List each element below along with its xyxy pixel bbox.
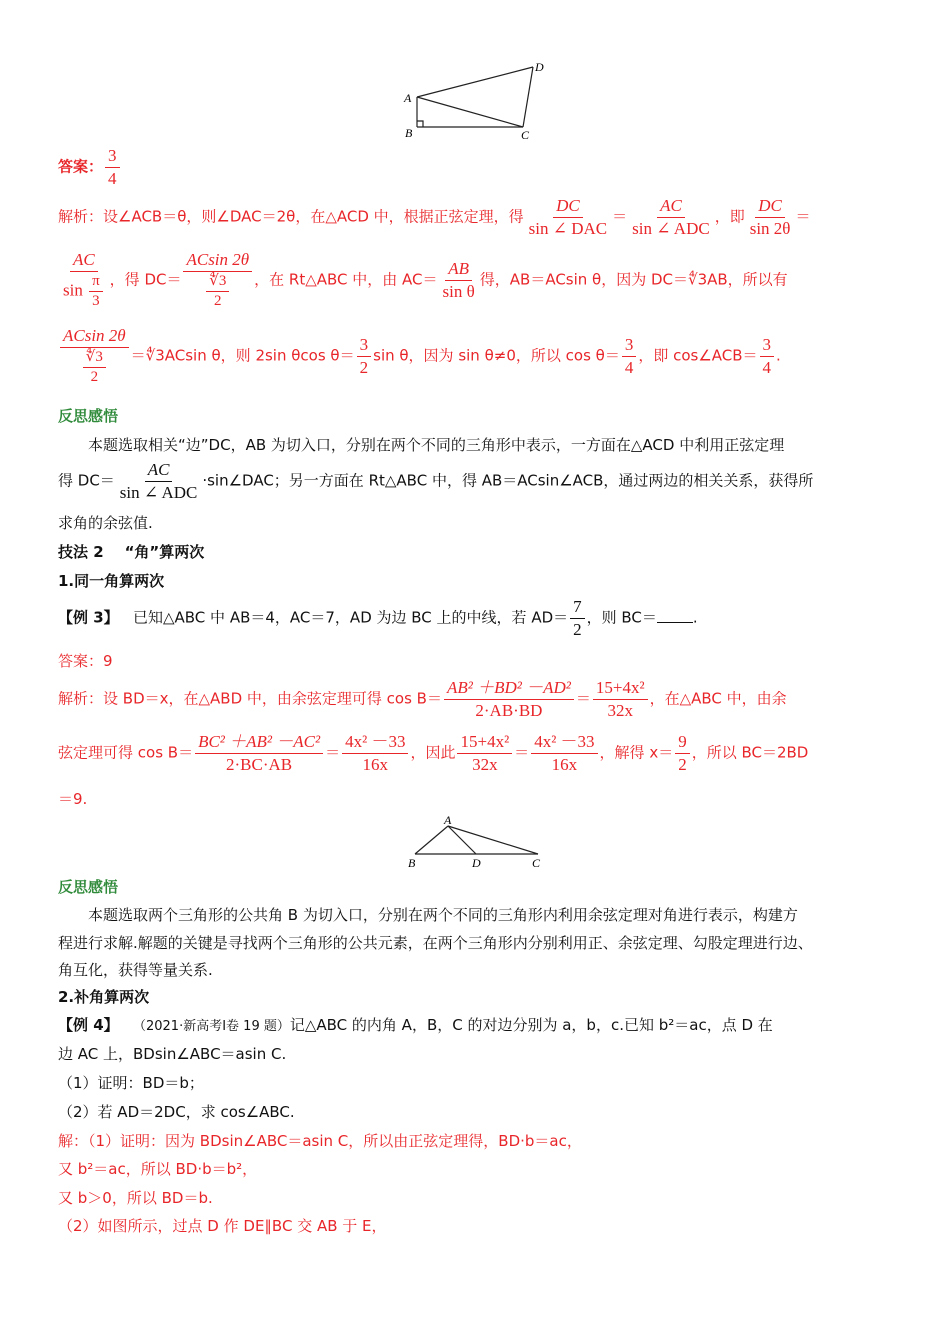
section-2-heading: 2.补角算两次: [58, 988, 150, 1006]
fig1-label-c: C: [521, 128, 530, 142]
fig2-label-c: C: [532, 856, 541, 870]
reflect-1-title: 反思感悟: [58, 407, 119, 425]
frac-3-2: $\frac{3}{2}$: [357, 335, 372, 377]
solution-1-text-1: 设∠ACB＝θ，则∠DAC＝2θ，在△ACD 中，根据正弦定理，得: [103, 207, 524, 226]
frac-15-4x2-32x-b: $\frac{\text{15+4x²}}{32x}$: [457, 732, 512, 774]
solution-1-line-3: $\frac{ACsin 2\theta}{\frac{∜3}{2}}$ ＝∜3ACsin θ，则 2sin θcos θ＝ $\frac{3}{2}$ sin θ，因为 sin θ≠0，所以 cos θ＝ $\frac{3}{4}$ ，即 cos∠ACB＝ $\frac{3}{4}$ .: [58, 326, 894, 386]
fig1-label-b: B: [405, 126, 413, 140]
reflect-1-line-1: 本题选取相关“边”DC，AB 为切入口，分别在两个不同的三角形中表示，一方面在△ACD 中利用正弦定理: [88, 436, 785, 454]
solution-3-line-1: 解析：设 BD＝x，在△ABD 中，由余弦定理可得 cos B＝ $\frac{\text{AB² ＋BD² －AD²}}{2\cdot AB\cdot BD}$ ＝ $\frac{\text{15+4x²}}{32x}$ ，在△ABC 中，由余: [58, 678, 787, 720]
solution-4-line-2: 又 b²＝ac，所以 BD·b＝b²，: [58, 1160, 258, 1178]
answer-blank: [657, 608, 693, 623]
section-1-heading: 1.同一角算两次: [58, 572, 165, 590]
frac-4x2-33-16x-b: $\frac{\text{4x² －33}}{16x}$: [531, 732, 597, 774]
frac-4x2-33-16x: $\frac{\text{4x² －33}}{16x}$: [342, 732, 408, 774]
frac-dc-sin-2theta: $\frac{DC}{\sin 2\theta}$: [749, 196, 791, 238]
example-3: 【例 3】 已知△ABC 中 AB＝4，AC＝7，AD 为边 BC 上的中线，若 AD＝ $\frac{7}{2}$ ，则 BC＝ .: [58, 597, 698, 639]
frac-9-2: $\frac{9}{2}$: [675, 732, 690, 774]
reflect-3-line-2: 程进行求解.解题的关键是寻找两个三角形的公共元素，在两个三角形内分别利用正、余弦定理、勾股定理进行边、: [58, 934, 813, 952]
answer-3: 答案：9: [58, 652, 113, 670]
fig2-label-a: A: [444, 813, 452, 827]
fig1-label-d: D: [535, 60, 544, 74]
solution-4-line-3: 又 b＞0，所以 BD＝b.: [58, 1189, 213, 1207]
reflect-3-title: 反思感悟: [58, 878, 119, 896]
frac-ac-sin2theta-root3: $\frac{ACsin 2\theta}{\frac{∜3}{2}}$: [60, 326, 129, 386]
reflect-1-line-3: 求角的余弦值.: [58, 514, 153, 532]
example-4-question-2: （2）若 AD＝2DC，求 cos∠ABC.: [58, 1103, 295, 1121]
frac-cos-b-abd: $\frac{\text{AB² ＋BD² －AD²}}{2\cdot AB\cdot BD}$: [444, 678, 574, 720]
fig2-label-b: B: [408, 856, 416, 870]
figure-quadrilateral-abcd: [395, 55, 555, 145]
frac-ac-sin-pi3: AC sin $\frac{\pi}{3}$: [60, 250, 108, 310]
frac-dc-expression: $\frac{ACsin 2\theta}{\frac{∜3}{2}}$: [183, 250, 252, 310]
figure-triangle-abc-median: [400, 812, 550, 872]
answer-1: [58, 146, 894, 188]
reflect-1-line-2: 得 DC＝ $\frac{AC}{\text{sin ∠ ADC}}$ ·sin∠DAC；另一方面在 Rt△ABC 中，得 AB＝ACsin∠ACB，通过两边的相关关系，获得所: [58, 460, 814, 502]
reflect-3-line-1: 本题选取两个三角形的公共角 B 为切入口，分别在两个不同的三角形内利用余弦定理对角进行表示，构建方: [88, 906, 798, 924]
frac-3-4-a: $\frac{3}{4}$: [622, 335, 637, 377]
frac-7-2: $\frac{7}{2}$: [570, 597, 585, 639]
solution-4-line-4: （2）如图所示，过点 D 作 DE∥BC 交 AB 于 E，: [58, 1217, 387, 1235]
frac-15-4x2-32x: $\frac{\text{15+4x²}}{32x}$: [593, 678, 648, 720]
answer-1-fraction: $\frac{3}{4}$: [105, 146, 120, 188]
example-4-question-1: （1）证明：BD＝b；: [58, 1074, 204, 1092]
solution-3-line-2: 弦定理可得 cos B＝ $\frac{\text{BC² ＋AB² －AC²}}{2\cdot BC\cdot AB}$ ＝ $\frac{\text{4x² －33}}{16x}$ ，因此 $\frac{\text{15+4x²}}{32x}$ ＝ $\frac{\text{4x² －33}}{16x}$ ，解得 x＝ $\frac{9}{2}$ ，所以 BC＝2BD: [58, 732, 809, 774]
frac-dc-sin-dac: $\frac{DC}{\text{sin ∠ DAC}}$: [528, 196, 608, 238]
frac-ab-sin-theta: $\frac{AB}{\text{sin θ}}$: [442, 258, 475, 301]
solution-1-line-2: AC sin $\frac{\pi}{3}$ ，得 DC＝ $\frac{ACsin 2\theta}{\frac{∜3}{2}}$ ，在 Rt△ABC 中，由 AC＝ $\frac{AB}{\text{sin θ}}$ 得，AB＝ACsin θ，因为 DC＝∜3AB，所以有: [58, 250, 894, 310]
solution-1-line-1: 解析：设∠ACB＝θ，则∠DAC＝2θ，在△ACD 中，根据正弦定理，得 $\frac{DC}{\text{sin ∠ DAC}}$ ＝ $\frac{AC}{\text{sin ∠ ADC}}$ ，即 $\frac{DC}{\sin 2\theta}$ ＝: [58, 196, 811, 238]
fig2-label-d: D: [472, 856, 481, 870]
reflect-3-line-3: 角互化，获得等量关系.: [58, 961, 213, 979]
frac-3-4-b: $\frac{3}{4}$: [760, 335, 775, 377]
frac-ac-sin-adc: $\frac{AC}{\text{sin ∠ ADC}}$: [632, 196, 710, 238]
method-2-heading: 技法 2 “角”算两次: [58, 543, 205, 561]
solution-3-line-3: ＝9.: [58, 790, 88, 808]
example-4-line-1: 【例 4】 （2021·新高考Ⅰ卷 19 题）记△ABC 的内角 A，B，C 的对边分别为 a，b，c.已知 b²＝ac，点 D 在: [58, 1016, 773, 1034]
answer-1-label: 答案：: [58, 157, 104, 176]
frac-cos-b-abc: $\frac{\text{BC² ＋AB² －AC²}}{2\cdot BC\cdot AB}$: [195, 732, 323, 774]
solution-4-line-1: 解：（1）证明：因为 BDsin∠ABC＝asin C，所以由正弦定理得，BD·b＝ac，: [58, 1132, 582, 1150]
example-4-line-2: 边 AC 上，BDsin∠ABC＝asin C.: [58, 1045, 287, 1063]
fig1-label-a: A: [404, 91, 412, 105]
frac-ac-sin-adc-reflect: $\frac{AC}{\text{sin ∠ ADC}}$: [119, 460, 198, 502]
solution-1-label: 解析：: [58, 207, 104, 226]
